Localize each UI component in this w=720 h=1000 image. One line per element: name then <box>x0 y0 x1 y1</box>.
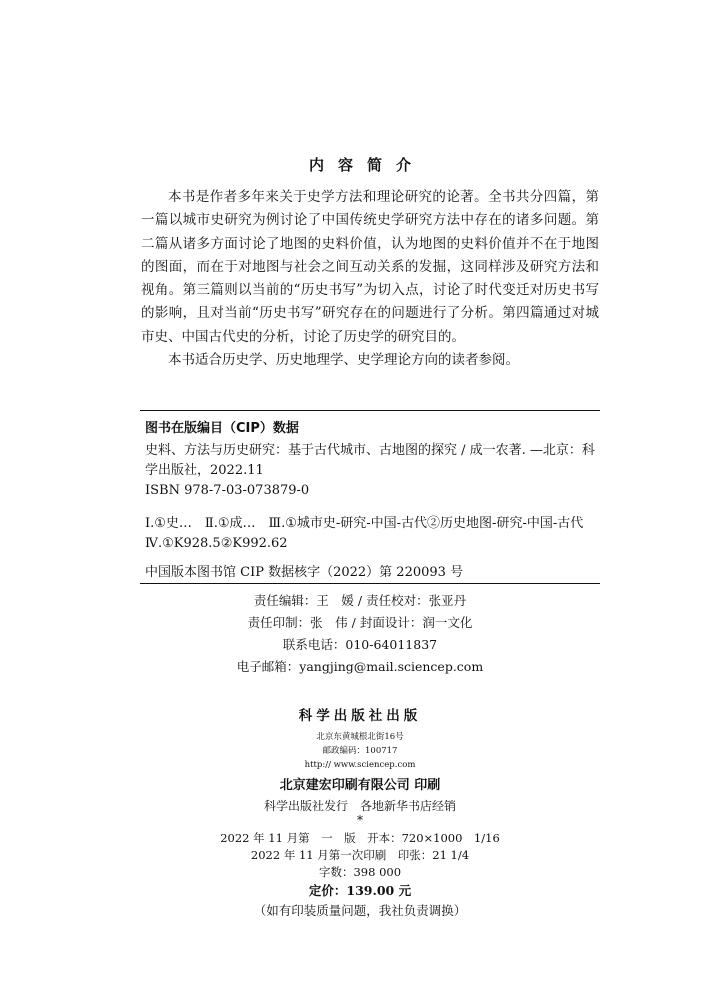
cip-verification: 中国版本图书馆 CIP 数据核字（2022）第 220093 号 <box>145 565 464 580</box>
cip-record-line: ISBN 978-7-03-073879-0 <box>145 483 310 498</box>
word-count: 字数：398 000 <box>318 865 402 879</box>
printer-name: 北京建宏印刷有限公司 印刷 <box>279 778 441 793</box>
intro-paragraph: 本书适合历史学、历史地理学、史学理论方向的读者参阅。 <box>168 352 519 369</box>
edition-line: 2022 年 11 月第 一 版 开本：720×1000 1/16 <box>220 831 500 845</box>
price: 定价：139.00 元 <box>308 883 412 898</box>
credit-line: 责任印制：张 伟 / 封面设计：润一文化 <box>247 615 473 630</box>
printing-line: 2022 年 11 月第一次印刷 印张：21 1/4 <box>250 848 470 862</box>
credit-line: 联系电话：010-64011837 <box>282 637 438 652</box>
distribution: 科学出版社发行 各地新华书店经销 <box>263 799 456 813</box>
intro-paragraph: 本书是作者多年来关于史学方法和理论研究的论著。全书共分四篇，第一篇以城市史研究为例讨论了中国传统史学研究方法中存在的诸多问题。第二篇从诸多方面讨论了地图的史料价值，认为地图的史料价值并不在于地图的图面，而在于对地图与社会之间互动关系的发掘，这同样涉及研究方法和视角。第三篇则以当前的“历史书写”为切入点，讨论了时代变迁对历史书写的影响，且对当前“历史书写”研究存在的问题进行了分析。第四篇通过对城市史、中国古代史的分析，讨论了历史学的研究目的。 <box>141 189 599 345</box>
publisher-postcode: 邮政编码：100717 <box>322 746 398 756</box>
cip-classification <box>145 514 600 554</box>
cip-record <box>145 441 600 501</box>
intro-text <box>141 186 599 372</box>
quality-notice: （如有印装质量问题，我社负责调换） <box>253 903 467 918</box>
divider <box>140 583 600 584</box>
publisher-name: 科学出版社出版 <box>298 708 422 724</box>
cip-record-line: 史料、方法与历史研究：基于古代城市、古地图的探究 / 成一农著. —北京：科学出版社，2022.11 <box>145 443 595 478</box>
publisher-website: http:// www.sciencep.com <box>304 760 416 770</box>
separator-star: * <box>357 813 363 827</box>
cip-heading: 图书在版编目（CIP）数据 <box>145 421 299 436</box>
intro-title: 内容简介 <box>308 156 425 174</box>
credits-block <box>0 590 720 678</box>
publisher-block <box>0 704 720 921</box>
credit-line: 电子邮箱：yangjing@mail.sciencep.com <box>236 659 484 674</box>
credit-line: 责任编辑：王 媛 / 责任校对：张亚丹 <box>253 593 467 608</box>
cip-classification-text: Ⅰ.①史… Ⅱ.①成… Ⅲ.①城市史-研究-中国-古代②历史地图-研究-中国-古代 Ⅳ.①K928.5②K992.62 <box>145 516 597 551</box>
divider <box>140 410 600 411</box>
publisher-address: 北京东黄城根北街16号 <box>316 732 404 742</box>
